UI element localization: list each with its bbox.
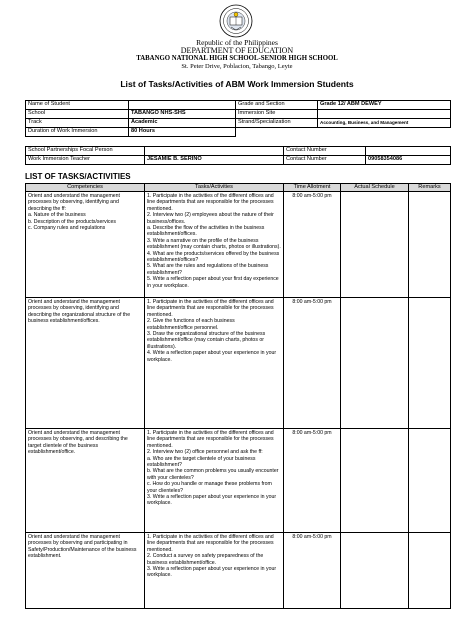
contact2-label: Contact Number	[284, 156, 366, 165]
info-row	[26, 101, 451, 110]
contact2-value: 09058354086	[366, 156, 451, 165]
contact1-value	[366, 147, 451, 156]
student-info-table	[25, 100, 451, 137]
tasks-cell: 1. Participate in the activities of the different offices and line departments that are responsible for the processes mentioned. 2. Give the functions of each business establishment/office personnel. 3. Draw the organizational structure of the business establishment/office (may contain charts, photos or illustrations). 4. Write a reflection paper about your experience in your workplace.	[145, 298, 284, 429]
schedule-cell	[341, 298, 409, 429]
header-tasks: Tasks/Activities	[145, 184, 284, 192]
competency-cell: Orient and understand the management processes by observing, and describing the target clientele of the business establishment/office.	[26, 429, 145, 533]
teacher-value: JESAMIE B. SERIÑO	[145, 156, 284, 165]
info-row	[26, 147, 451, 156]
table-row	[26, 533, 451, 609]
duration-label: Duration of Work Immersion	[26, 128, 129, 137]
time-cell: 8:00 am-5:00 pm	[284, 429, 341, 533]
info-row	[26, 110, 451, 119]
header-time-allotment: Time Allotment	[284, 184, 341, 192]
contact-info-table	[25, 146, 451, 165]
schedule-cell	[341, 429, 409, 533]
header-address: St. Peter Drive, Poblacion, Tabango, Leyte	[181, 63, 293, 70]
site-value	[318, 110, 451, 119]
remarks-cell	[409, 192, 451, 298]
tasks-cell: 1. Participate in the activities of the different offices and line departments that are responsible for the processes mentioned. 2. Conduct a survey on safety preparedness of the business establishment/office. 3. Write a reflection paper about your experience in your workplace.	[145, 533, 284, 609]
info-row	[26, 119, 451, 128]
competency-cell: Orient and understand the management processes by observing, identifying and describing the organizational structure of the business establishment/offices.	[26, 298, 145, 429]
header-actual-schedule: Actual Schedule	[341, 184, 409, 192]
duration-value: 80 Hours	[129, 128, 236, 137]
schedule-cell	[341, 192, 409, 298]
name-label: Name of Student	[26, 101, 129, 110]
time-cell: 8:00 am-5:00 pm	[284, 192, 341, 298]
school-label: School	[26, 110, 129, 119]
time-cell: 8:00 am-5:00 pm	[284, 533, 341, 609]
tasks-cell: 1. Participate in the activities of the different offices and line departments that are responsible for the processes mentioned. 2. Interview two (2) office personnel and ask the ff: a. Who are the target clientele of your business establishment? b. What are the common problems you usually encounter with your clienteles? c. How do you handle or manage these problems from your clienteles? 3. Write a reflection paper about your experience in your workplace.	[145, 429, 284, 533]
header-department: DEPARTMENT OF EDUCATION	[180, 46, 294, 55]
tasks-table	[25, 183, 451, 609]
info-row	[26, 128, 451, 137]
contact1-label: Contact Number	[284, 147, 366, 156]
remarks-cell	[409, 298, 451, 429]
track-value: Academic	[129, 119, 236, 128]
track-label: Track	[26, 119, 129, 128]
table-row	[26, 192, 451, 298]
strand-value: Accounting, Business, and Management	[318, 119, 451, 128]
remarks-cell	[409, 533, 451, 609]
site-label: Immersion Site	[236, 110, 318, 119]
competency-cell: Orient and understand the management processes by observing and participating in Safety/Production/Maintenance of the business establishment.	[26, 533, 145, 609]
empty-cell	[318, 128, 451, 137]
focal-value	[145, 147, 284, 156]
deped-seal-logo	[219, 4, 253, 38]
header-competencies: Competencies	[26, 184, 145, 192]
header-school-name: TABANGO NATIONAL HIGH SCHOOL-SENIOR HIGH SCHOOL	[136, 55, 338, 62]
header-remarks: Remarks	[409, 184, 451, 192]
table-row	[26, 429, 451, 533]
tasks-cell: 1. Participate in the activities of the different offices and line departments that are responsible for the processes mentioned. 2. Interview two (2) employees about the nature of their business/offices. a. Describe the flow of the activities in the business establishment/offices. 3. Write a narrative on the profile of the business establishment (may contain charts, photos or illustrations). 4. What are the products/services offered by the business establishment/offices? 5. What are the rules and regulations of the business establishment? 5. Write a reflection paper about your first day experience in your workplace.	[145, 192, 284, 298]
name-value	[129, 101, 236, 110]
tasks-header-row	[26, 184, 451, 192]
info-row	[26, 156, 451, 165]
strand-label: Strand/Specialization	[236, 119, 318, 128]
remarks-cell	[409, 429, 451, 533]
schedule-cell	[341, 533, 409, 609]
page-title: List of Tasks/Activities of ABM Work Immersion Students	[120, 79, 354, 89]
competency-cell: Orient and understand the management processes by observing, identifying and describing the ff: a. Nature of the business b. Description of the products/services c. Company rules and regulations	[26, 192, 145, 298]
empty-cell	[236, 128, 318, 137]
time-cell: 8:00 am-5:00 pm	[284, 298, 341, 429]
grade-value: Grade 12/ ABM DEWEY	[318, 101, 451, 110]
grade-label: Grade and Section	[236, 101, 318, 110]
teacher-label: Work Immersion Teacher	[26, 156, 145, 165]
school-value: TABANGO NHS-SHS	[129, 110, 236, 119]
header-republic: Republic of the Philippines	[196, 38, 278, 47]
focal-label: School Partnerships Focal Person	[26, 147, 145, 156]
table-row	[26, 298, 451, 429]
list-title: LIST OF TASKS/ACTIVITIES	[25, 172, 131, 181]
